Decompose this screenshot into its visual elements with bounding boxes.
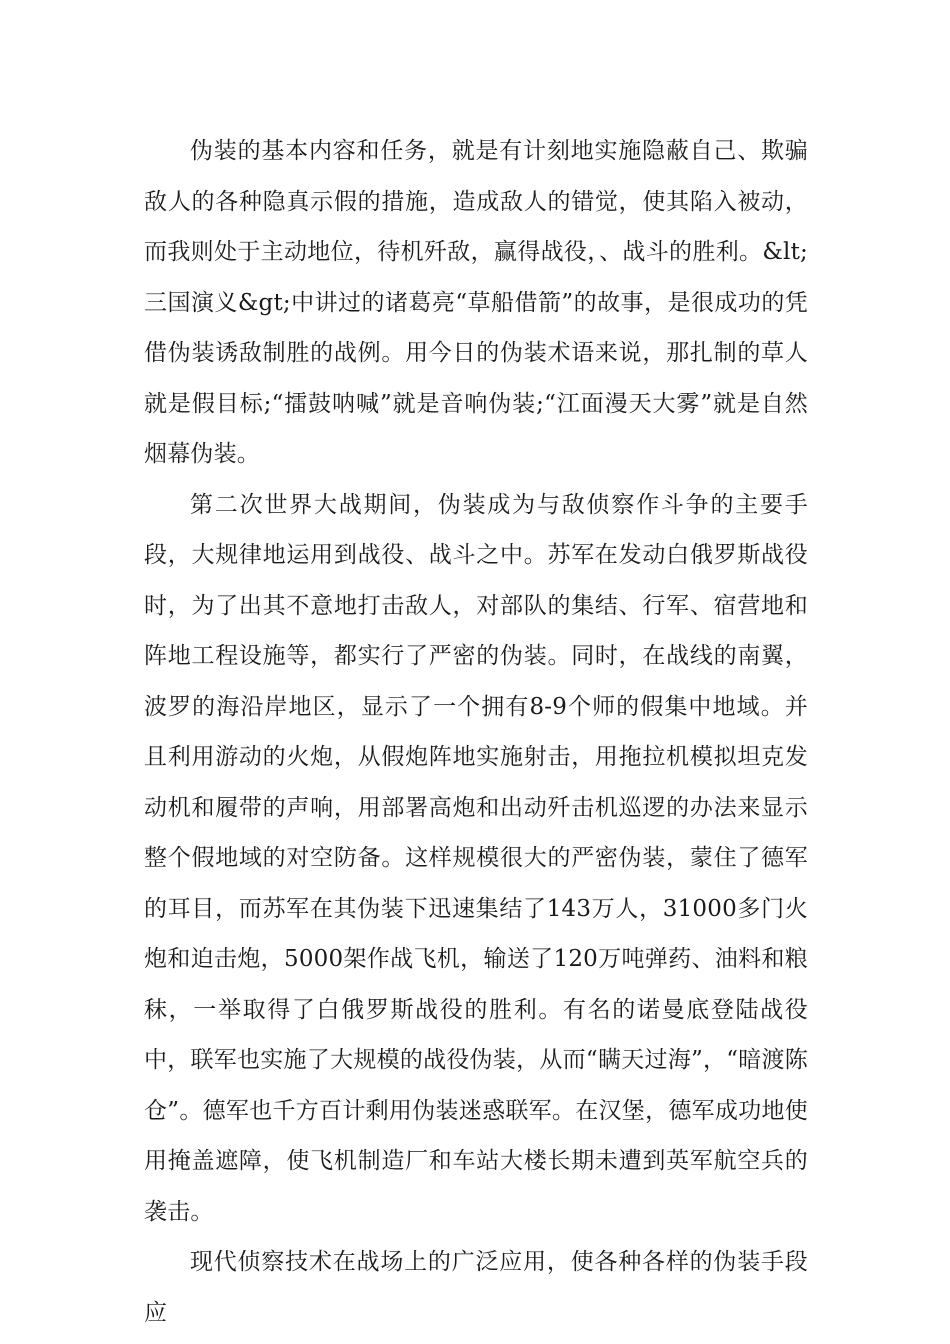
paragraph-2: 第二次世界大战期间，伪装成为与敌侦察作斗争的主要手段，大规律地运用到战役、战斗之中。苏军在发动白俄罗斯战役时，为了出其不意地打击敌人，对部队的集结、行军、宿营地和阵地工程设施等，都实行了严密的伪装。同时，在战线的南翼，波罗的海沿岸地区，显示了一个拥有8-9个师的假集中地域。并且利用游动的火炮，从假炮阵地实施射击，用拖拉机模拟坦克发动机和履带的声响，用部署高炮和出动歼击机巡逻的办法来显示整个假地域的对空防备。这样规模很大的严密伪装，蒙住了德军的耳目，而苏军在其伪装下迅速集结了143万人，31000多门火炮和迫击炮，5000架作战飞机，输送了120万吨弹药、油料和粮秣，一举取得了白俄罗斯战役的胜利。有名的诺曼底登陆战役中，联军也实施了大规模的战役伪装，从而“瞒天过海”，“暗渡陈仓”。德军也千方百计剩用伪装迷惑联军。在汉堡，德军成功地使用掩盖遮障，使飞机制造厂和车站大楼长期未遭到英军航空兵的袭击。 bbox=[144, 491, 808, 1225]
paragraph-1: 伪装的基本内容和任务，就是有计刻地实施隐蔽自己、欺骗敌人的各种隐真示假的措施，造成敌人的错觉，使其陷入被动，而我则处于主动地位，待机歼敌，赢得战役，、战斗的胜利。&lt;三国演义&gt;中讲过的诸葛亮“草船借箭”的故事，是很成功的凭借伪装诱敌制胜的战例。用今日的伪装术语来说，那扎制的草人就是假目标;“擂鼓呐喊”就是音响伪装;“江面漫天大雾”就是自然烟幕伪装。 bbox=[144, 138, 808, 467]
paragraph-3: 现代侦察技术在战场上的广泛应用，使各种各样的伪装手段应 bbox=[144, 1249, 808, 1326]
document-body bbox=[144, 126, 808, 1338]
